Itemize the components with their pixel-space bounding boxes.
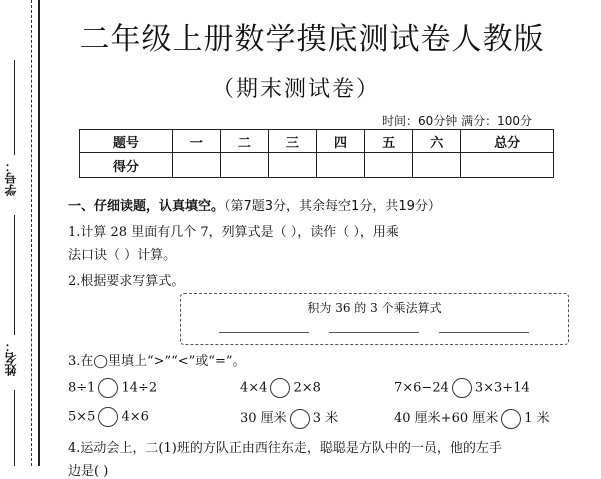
compare-right: 14÷2 <box>121 380 158 396</box>
score-input-cell[interactable] <box>365 153 413 178</box>
score-input-cell[interactable] <box>268 153 316 178</box>
score-input-cell[interactable] <box>172 153 220 178</box>
compare-item <box>240 407 338 429</box>
compare-item <box>240 378 321 398</box>
answer-circle[interactable] <box>270 378 290 398</box>
compare-left: 4×4 <box>240 380 268 396</box>
question-1-line-1: 1.计算 28 里面有几个 7，列算式是（ ），读作（ ），用乘 <box>68 225 399 240</box>
lower-line <box>14 390 15 466</box>
section-note: （第7题3分，其余每空1分，共19分） <box>224 199 441 214</box>
question-4-line-1: 4.运动会上，二(1)班的方队正由西往东走，聪聪是方队中的一员，他的左手 <box>68 441 502 456</box>
compare-left: 30 厘米 <box>240 411 287 426</box>
score-cell: 总分 <box>461 130 554 153</box>
answer-box-prompt: 积为 36 的 3 个乘法算式 <box>307 301 442 315</box>
question-4-line-2: 边是( ) <box>68 464 109 479</box>
score-cell: 五 <box>365 130 413 153</box>
name-line <box>14 215 15 335</box>
answer-circle[interactable] <box>98 378 118 398</box>
answer-circle[interactable] <box>501 409 521 429</box>
answer-circle[interactable] <box>452 378 472 398</box>
page-subtitle: （期末测试卷） <box>212 77 381 102</box>
score-cell: 六 <box>413 130 461 153</box>
score-table-score-row <box>80 153 554 178</box>
score-input-cell[interactable] <box>316 153 364 178</box>
page-title: 二年级上册数学摸底测试卷人教版 <box>79 22 545 57</box>
score-input-cell[interactable] <box>413 153 461 178</box>
compare-item <box>68 378 157 398</box>
section-heading <box>68 195 441 214</box>
compare-item <box>68 407 149 427</box>
compare-right: 3 米 <box>312 411 339 426</box>
cut-line <box>31 0 32 466</box>
score-table-header-row <box>80 130 554 153</box>
compare-left: 7×6−24 <box>394 380 449 396</box>
name-label: 姓名： <box>4 340 18 376</box>
student-id-line <box>14 60 15 155</box>
score-cell: 三 <box>268 130 316 153</box>
answer-circle[interactable] <box>290 409 310 429</box>
question-2: 2.根据要求写算式。 <box>68 274 185 289</box>
answer-line[interactable] <box>329 332 419 333</box>
compare-left: 5×5 <box>68 409 96 425</box>
score-cell: 得分 <box>80 153 173 178</box>
question-1-line-2: 法口诀（ ）计算。 <box>68 248 177 263</box>
compare-right: 2×8 <box>293 380 321 396</box>
score-cell: 四 <box>316 130 364 153</box>
question-3: 3.在◯里填上“>”“<”或“=”。 <box>68 354 246 369</box>
score-cell: 二 <box>220 130 268 153</box>
section-title: 一、仔细读题，认真填空。 <box>68 199 225 214</box>
score-input-cell[interactable] <box>461 153 554 178</box>
compare-right: 4×6 <box>121 409 149 425</box>
margin-rule <box>38 0 40 466</box>
score-cell: 一 <box>172 130 220 153</box>
compare-right: 3×3+14 <box>474 380 530 396</box>
answer-box <box>180 293 569 345</box>
score-table <box>79 129 554 178</box>
compare-left: 8÷1 <box>68 380 96 396</box>
compare-right: 1 米 <box>524 411 550 426</box>
compare-item <box>394 407 550 429</box>
compare-left: 40 厘米+60 厘米 <box>394 411 499 426</box>
score-cell: 题号 <box>80 130 173 153</box>
answer-line[interactable] <box>219 332 309 333</box>
student-id-label: 学号： <box>4 160 18 196</box>
score-input-cell[interactable] <box>220 153 268 178</box>
binding-margin <box>0 0 40 466</box>
compare-item <box>394 378 530 398</box>
time-info: 时间：60分钟 满分：100分 <box>382 114 532 128</box>
answer-line[interactable] <box>439 332 529 333</box>
answer-circle[interactable] <box>98 407 118 427</box>
